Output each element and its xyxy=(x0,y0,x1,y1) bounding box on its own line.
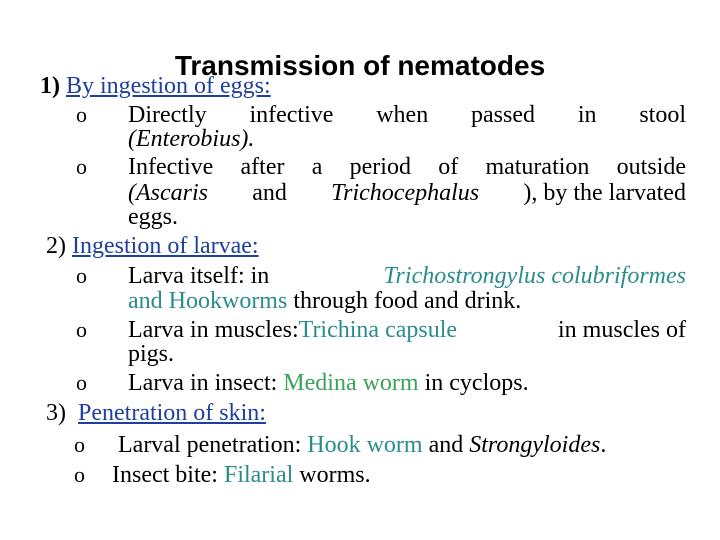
item-3-2-prefix: Insect bite: xyxy=(112,462,224,488)
item-2-3-suffix: in cyclops. xyxy=(418,370,529,396)
item-2-1-line-2 xyxy=(128,288,521,314)
item-3-1-prefix: Larval penetration: xyxy=(118,432,308,458)
organism-strongyloides: Strongyloides xyxy=(469,432,601,458)
item-1-2-line-1: Infective after a period of maturation outside xyxy=(128,154,686,180)
item-2-2-suffix: in muscles of xyxy=(552,317,686,343)
organism-ascaris: (Ascaris xyxy=(128,180,208,206)
bullet-2-2: o xyxy=(76,317,87,342)
item-3-1-mid: and xyxy=(422,432,470,458)
item-2-3-prefix: Larva in insect: xyxy=(128,370,284,396)
item-2-1-line-1 xyxy=(128,263,686,289)
organism-filarial: Filarial xyxy=(223,462,294,488)
item-3-1-line-1 xyxy=(118,432,606,458)
bullet-2-3: o xyxy=(76,370,87,395)
item-2-2-line-2: pigs. xyxy=(128,341,175,367)
section-3-heading-row xyxy=(46,400,266,426)
item-1-2-line-3: eggs. xyxy=(128,204,178,230)
organism-hookworms: and Hookworms xyxy=(128,288,288,314)
section-1-number: 1) xyxy=(40,73,60,99)
bullet-3-1: o xyxy=(74,432,85,457)
section-2-heading: Ingestion of larvae: xyxy=(72,233,259,259)
item-2-3-line-1 xyxy=(128,370,529,396)
slide-title: Transmission of nematodes xyxy=(174,50,546,81)
item-3-1-suffix: . xyxy=(600,432,607,458)
item-1-2-and: and xyxy=(252,180,287,206)
item-2-2-line-1 xyxy=(128,317,686,343)
bullet-1-2: o xyxy=(76,154,87,179)
item-1-1-organism: (Enterobius). xyxy=(128,126,255,152)
item-2-1-prefix: Larva itself: in xyxy=(128,263,270,289)
organism-trichina: Trichina capsule xyxy=(298,317,458,343)
item-1-1-line-2 xyxy=(128,126,254,152)
organism-hook-worm: Hook worm xyxy=(307,432,423,458)
bullet-1-1: o xyxy=(76,102,87,127)
item-1-1-line-1: Directly infective when passed in stool xyxy=(128,102,686,128)
section-3-number: 3) xyxy=(46,400,66,426)
bullet-3-2: o xyxy=(74,462,85,487)
item-2-1-suffix: through food and drink. xyxy=(287,288,522,314)
item-1-2-line-2 xyxy=(128,180,686,206)
bullet-2-1: o xyxy=(76,263,87,288)
item-1-2-tail: ), by the larvated xyxy=(523,180,686,206)
section-2-heading-row xyxy=(46,233,259,259)
item-2-2-prefix: Larva in muscles: xyxy=(128,317,299,343)
item-3-2-line-1 xyxy=(112,462,371,488)
section-2-number: 2) xyxy=(46,233,66,259)
item-3-2-suffix: worms. xyxy=(293,462,371,488)
organism-trichostrongylus: Trichostrongylus colubriformes xyxy=(383,263,686,289)
organism-trichocephalus: Trichocephalus xyxy=(331,180,480,206)
section-1-heading: By ingestion of eggs: xyxy=(66,73,271,99)
organism-medina-worm: Medina worm xyxy=(283,370,419,396)
section-3-heading: Penetration of skin: xyxy=(78,400,266,426)
